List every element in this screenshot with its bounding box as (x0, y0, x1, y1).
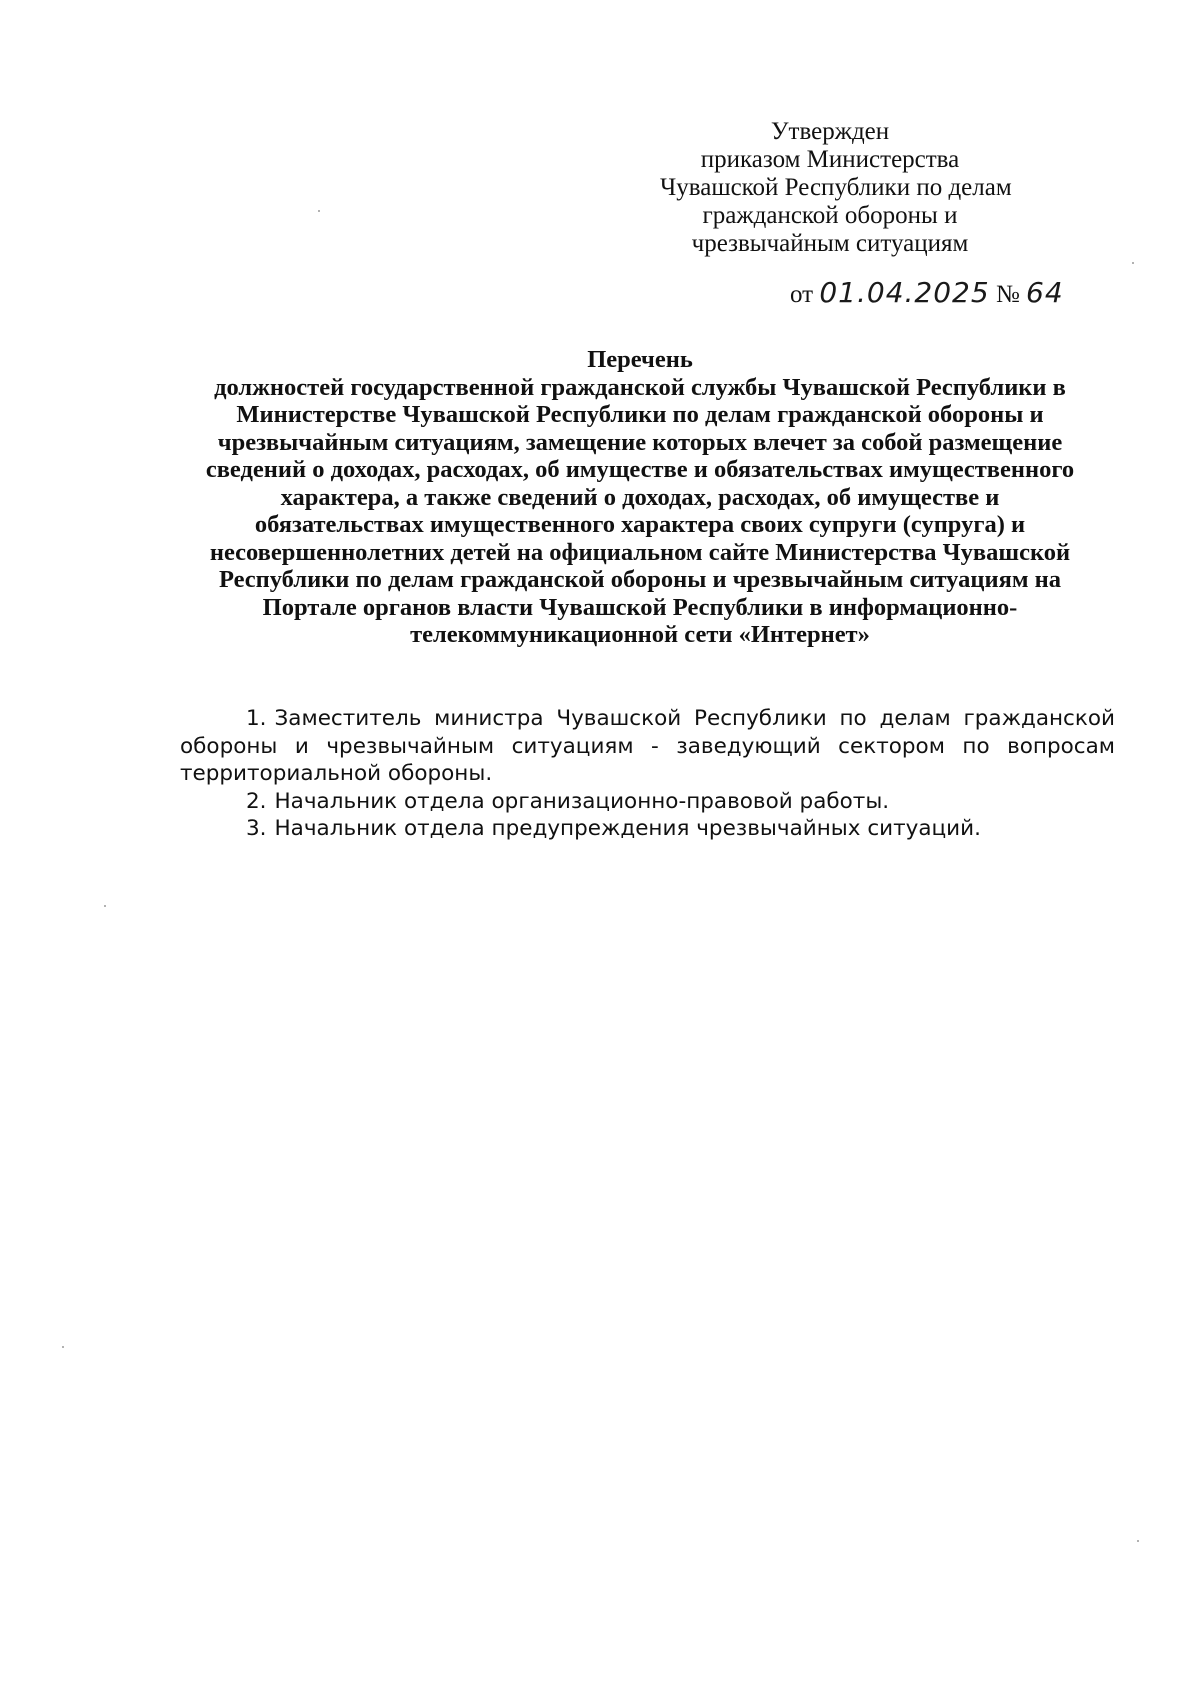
scan-speck (1137, 1540, 1139, 1542)
number-label: № (995, 281, 1020, 308)
scan-speck (318, 210, 320, 212)
approval-line: приказом Министерства (700, 146, 960, 173)
item-number: 3. (246, 816, 267, 841)
scan-speck (104, 905, 106, 907)
item-number: 2. (246, 788, 267, 814)
title-line: телекоммуникационной сети «Интернет» (410, 621, 870, 648)
approval-line: Чувашской Республики по делам (660, 174, 1012, 201)
item-text: Начальник отдела предупреждения чрезвычайных ситуаций. (274, 816, 981, 841)
list-item (180, 788, 1115, 816)
title-line: сведений о доходах, расходах, об имуществе и обязательствах имущественного (205, 456, 1075, 483)
positions-list (180, 705, 1115, 843)
list-item (180, 705, 1115, 788)
from-label: от (790, 281, 814, 308)
scan-speck (62, 1346, 64, 1348)
item-text: Начальник отдела организационно-правовой работы. (274, 788, 890, 814)
document-title (170, 346, 1110, 649)
approval-line: гражданской обороны и (702, 202, 958, 229)
title-line: Портале органов власти Чувашской Республики в информационно- (262, 593, 1018, 621)
title-line: чрезвычайным ситуациям, замещение которых влечет за собой размещение (217, 428, 1063, 456)
scan-speck (1132, 262, 1134, 264)
title-line: должностей государственной гражданской службы Чувашской Республики в (214, 373, 1066, 401)
handwritten-number: 64 (1026, 276, 1064, 309)
approval-block (660, 118, 1012, 258)
title-line: характера, а также сведений о доходах, расходах, об имуществе и (280, 483, 1000, 511)
title-line: несовершеннолетних детей на официальном сайте Министерства Чувашской (209, 538, 1071, 566)
title-line: обязательствах имущественного характера своих супруги (супруга) и (254, 511, 1026, 538)
item-number: 1. (246, 706, 267, 731)
item-text: Заместитель министра Чувашской Республики по делам гражданской обороны и чрезвычайным ситуациям - заведующий сектором по вопросам территориальной обороны. (180, 706, 1115, 786)
title-heading: Перечень (587, 346, 693, 373)
order-date-number (790, 278, 1064, 310)
list-item (180, 815, 1115, 843)
title-line: Министерстве Чувашской Республики по делам гражданской обороны и (236, 401, 1044, 428)
title-line: Республики по делам гражданской обороны и чрезвычайным ситуациям на (218, 566, 1062, 593)
handwritten-date: 01.04.2025 (819, 276, 990, 309)
approval-line: Утвержден (770, 118, 890, 145)
approval-line: чрезвычайным ситуациям (691, 230, 969, 257)
